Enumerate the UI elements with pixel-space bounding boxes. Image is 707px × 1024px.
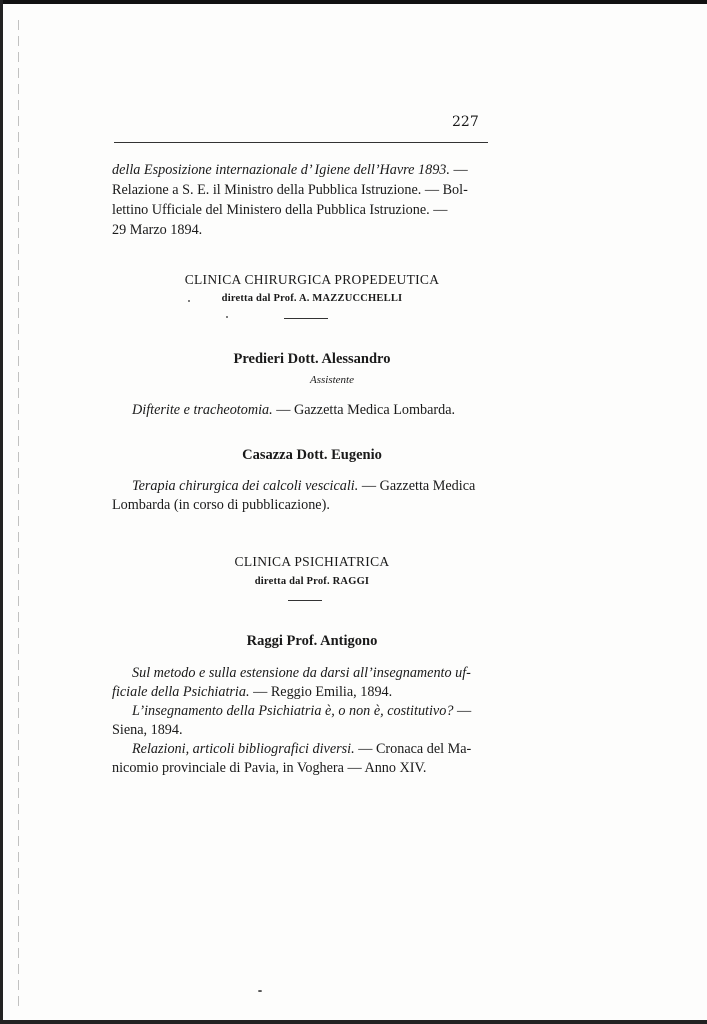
publication-entry xyxy=(112,477,498,515)
text-segment: — Cronaca del Ma- xyxy=(354,741,472,757)
text-segment: nicomio provinciale di Pavia, in Voghera — Anno XIV. xyxy=(112,760,427,776)
text-segment: 29 Marzo 1894. xyxy=(112,222,203,238)
text-segment: — Gazzetta Medica Lombarda. xyxy=(272,402,456,418)
text-segment: lettino Ufficiale del Ministero della Pubblica Istruzione. — xyxy=(112,202,448,218)
person-name: Casazza Dott. Eugenio xyxy=(242,447,382,463)
page-number: 227 xyxy=(452,114,479,130)
italic-text-segment: ficiale della Psichiatria. xyxy=(112,684,250,700)
text-line xyxy=(112,477,498,496)
scan-speck xyxy=(258,990,262,992)
italic-text-segment: Difterite e tracheotomia. xyxy=(132,402,273,418)
text-line xyxy=(112,160,498,180)
text-line xyxy=(112,401,498,420)
text-segment: Relazione a S. E. il Ministro della Pubblica Istruzione. — Bol- xyxy=(112,182,468,198)
publication-entry xyxy=(112,401,498,420)
italic-text-segment: Sul metodo e sulla estensione da darsi all’insegnamento uf- xyxy=(132,665,471,681)
section-title: CLINICA PSICHIATRICA xyxy=(234,554,390,569)
text-segment: — Gazzetta Medica xyxy=(358,478,476,494)
text-segment: Siena, 1894. xyxy=(112,722,183,738)
publication-entry xyxy=(112,664,498,778)
person-role: Assistente xyxy=(310,374,354,386)
person-name: Predieri Dott. Alessandro xyxy=(233,351,391,367)
scan-speck xyxy=(226,316,228,318)
text-segment: Lombarda (in corso di pubblicazione). xyxy=(112,497,330,513)
text-line xyxy=(112,496,498,515)
text-line xyxy=(112,664,498,683)
text-segment: — xyxy=(453,703,472,719)
text-line xyxy=(112,702,498,721)
italic-text-segment: Terapia chirurgica dei calcoli vescicali. xyxy=(132,478,359,494)
section-rule xyxy=(288,600,322,601)
section-rule xyxy=(284,318,328,319)
binding-shadow xyxy=(18,20,19,1010)
text-segment: — Reggio Emilia, 1894. xyxy=(249,684,393,700)
text-line xyxy=(112,200,498,220)
scan-edge-bottom xyxy=(0,1020,707,1024)
text-line xyxy=(112,180,498,200)
text-line xyxy=(112,759,498,778)
scan-edge-top xyxy=(0,0,707,4)
text-line xyxy=(112,220,498,240)
text-segment: — xyxy=(449,162,468,178)
text-line xyxy=(112,683,498,702)
intro-paragraph xyxy=(112,160,498,240)
person-name: Raggi Prof. Antigono xyxy=(246,633,378,649)
italic-text-segment: L’insegnamento della Psichiatria è, o non è, costitutivo? xyxy=(132,703,454,719)
italic-text-segment: Relazioni, articoli bibliografici diversi. xyxy=(132,741,355,757)
header-rule xyxy=(114,142,488,143)
scan-edge-left xyxy=(0,0,3,1024)
section-subtitle: diretta dal Prof. RAGGI xyxy=(254,576,370,587)
text-line xyxy=(112,721,498,740)
text-line xyxy=(112,740,498,759)
section-title: CLINICA CHIRURGICA PROPEDEUTICA xyxy=(184,272,440,287)
italic-text-segment: della Esposizione internazionale d’ Igiene dell’Havre 1893. xyxy=(112,162,450,178)
section-subtitle: diretta dal Prof. A. MAZZUCCHELLI xyxy=(221,293,403,304)
scan-speck xyxy=(188,300,190,302)
